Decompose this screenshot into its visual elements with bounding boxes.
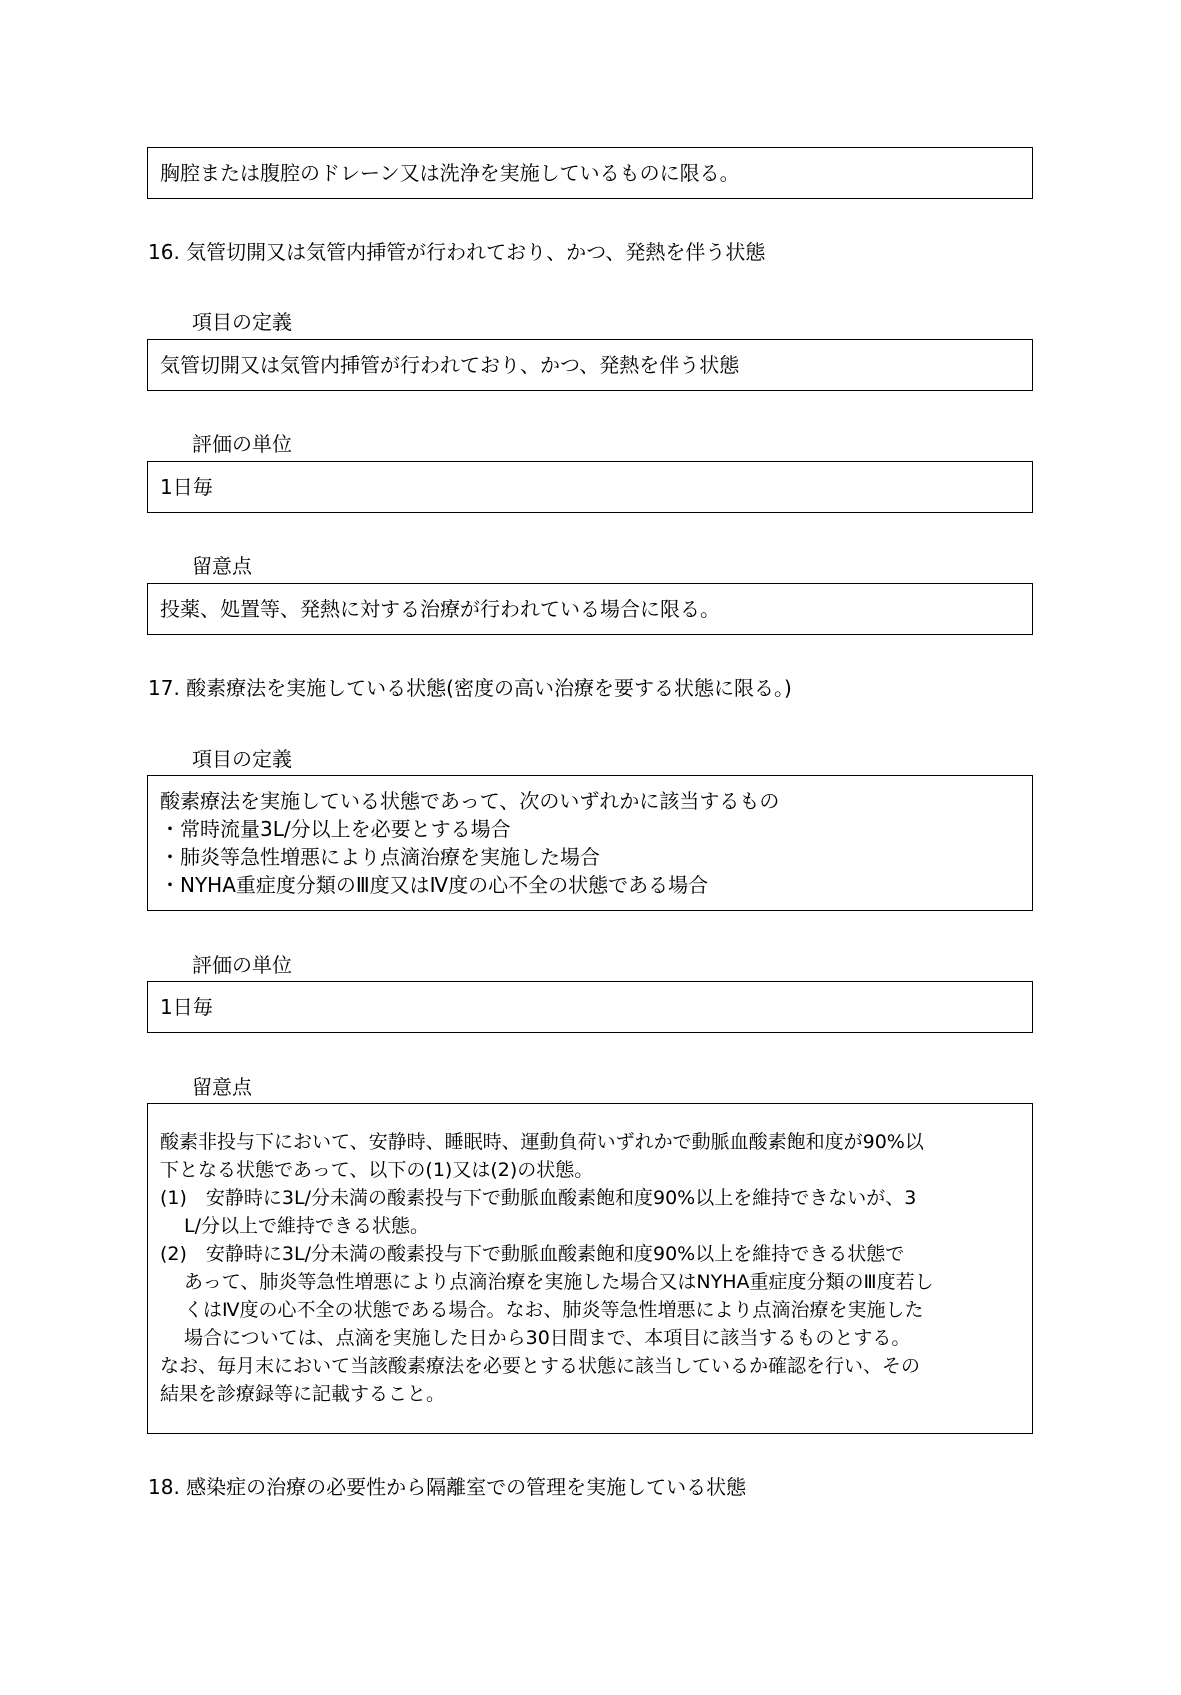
item-16-note-text: 投薬、処置等、発熱に対する治療が行われている場合に限る。 (160, 597, 720, 621)
item-16-unit-box (147, 461, 1033, 513)
item-17-definition-line: ・常時流量3L/分以上を必要とする場合 (160, 817, 511, 841)
item-17-note-line: くはⅣ度の心不全の状態である場合。なお、肺炎等急性増悪により点滴治療を実施した (184, 1299, 924, 1321)
item-17-unit-label: 評価の単位 (192, 953, 292, 977)
item-17-note-line: 下となる状態であって、以下の(1)又は(2)の状態。 (160, 1159, 594, 1181)
item-16-definition-box (147, 339, 1033, 391)
item-17-definition-box (147, 775, 1033, 911)
item-16-note-box (147, 583, 1033, 635)
item-17-heading: 17. 酸素療法を実施している状態(密度の高い治療を要する状態に限る。) (148, 676, 792, 700)
drain-note-box (147, 147, 1033, 199)
item-17-definition-line: ・NYHA重症度分類のⅢ度又はⅣ度の心不全の状態である場合 (160, 873, 709, 897)
item-16-unit-text: 1日毎 (160, 475, 213, 499)
item-17-note-line: 酸素非投与下において、安静時、睡眠時、運動負荷いずれかで動脈血酸素飽和度が90%以 (160, 1131, 924, 1153)
item-16-unit-label: 評価の単位 (192, 432, 292, 456)
item-17-note-line: L/分以上で維持できる状態。 (184, 1215, 429, 1237)
item-17-note-line: なお、毎月末において当該酸素療法を必要とする状態に該当しているか確認を行い、その (160, 1355, 921, 1377)
item-16-heading: 16. 気管切開又は気管内挿管が行われており、かつ、発熱を伴う状態 (148, 240, 766, 264)
item-17-note-line: 場合については、点滴を実施した日から30日間まで、本項目に該当するものとする。 (184, 1327, 911, 1349)
item-17-note-label: 留意点 (192, 1075, 252, 1099)
item-17-unit-text: 1日毎 (160, 995, 213, 1019)
item-17-note-line: (1) 安静時に3L/分未満の酸素投与下で動脈血酸素飽和度90%以上を維持できないが、3 (160, 1187, 917, 1209)
item-16-definition-text: 気管切開又は気管内挿管が行われており、かつ、発熱を伴う状態 (160, 353, 740, 377)
item-17-note-line: あって、肺炎等急性増悪により点滴治療を実施した場合又はNYHA重症度分類のⅢ度若し (184, 1271, 934, 1293)
item-17-unit-box (147, 981, 1033, 1033)
item-17-definition-label: 項目の定義 (192, 747, 292, 771)
item-16-note-label: 留意点 (192, 554, 252, 578)
item-17-definition-line: 酸素療法を実施している状態であって、次のいずれかに該当するもの (160, 789, 780, 813)
item-17-note-box (147, 1103, 1033, 1434)
item-17-definition-line: ・肺炎等急性増悪により点滴治療を実施した場合 (160, 845, 600, 869)
item-16-definition-label: 項目の定義 (192, 310, 292, 334)
item-17-note-line: 結果を診療録等に記載すること。 (160, 1383, 446, 1405)
item-17-note-line: (2) 安静時に3L/分未満の酸素投与下で動脈血酸素飽和度90%以上を維持できる状態で (160, 1243, 905, 1265)
item-18-heading: 18. 感染症の治療の必要性から隔離室での管理を実施している状態 (148, 1475, 747, 1499)
drain-note-text: 胸腔または腹腔のドレーン又は洗浄を実施しているものに限る。 (160, 161, 740, 185)
